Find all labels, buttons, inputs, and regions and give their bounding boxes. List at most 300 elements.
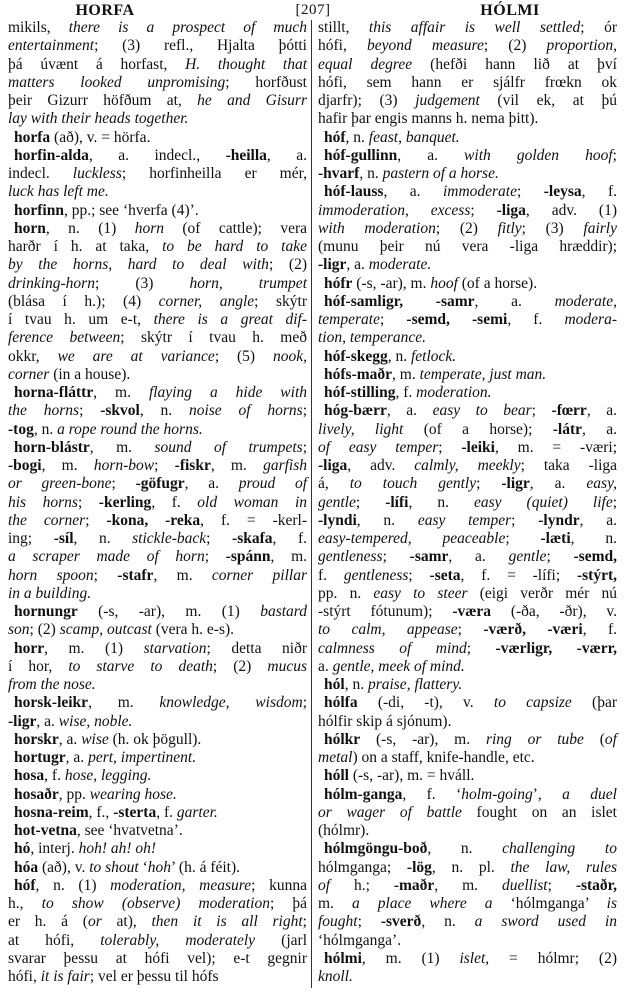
headword: hóf-lauss	[324, 183, 384, 201]
definition-text: wearing hose.	[89, 785, 177, 803]
dictionary-line	[8, 74, 307, 92]
text: djarfr); (3)	[318, 92, 416, 109]
text: ing;	[8, 530, 54, 547]
definition-text: entertainment	[8, 37, 95, 55]
definition-text: easy to bear	[432, 402, 532, 420]
text: ;	[302, 402, 308, 420]
text: , a.	[474, 292, 555, 310]
definition-text: garfish	[263, 457, 307, 474]
definition-text: immoderate	[442, 183, 517, 201]
headword: -ligr	[501, 475, 530, 493]
definition-text: fairly	[583, 219, 617, 237]
text: (vil ek, at þú	[479, 92, 618, 109]
dictionary-line	[318, 603, 617, 621]
definition-text: wise, noble.	[58, 712, 133, 730]
dictionary-line	[318, 713, 617, 731]
definition-text: moderate,	[554, 292, 617, 310]
definition-text: a duel	[562, 785, 617, 803]
dictionary-line	[318, 421, 617, 439]
headword: hot-vetna	[14, 822, 77, 839]
text: , n.	[408, 493, 474, 511]
text: , m.	[88, 694, 160, 712]
text: ; kunna	[251, 876, 307, 894]
text: á,	[318, 475, 350, 493]
definition-text: he and Gisurr	[197, 92, 307, 109]
dictionary-line	[8, 932, 307, 950]
text: (að), v.	[38, 858, 90, 876]
definition-text: challenging to	[502, 840, 617, 858]
dictionary-line	[8, 603, 307, 621]
dictionary-line	[318, 567, 617, 585]
text: ; (2)	[435, 219, 498, 237]
definition-text: of easy temper	[318, 438, 439, 456]
text: harðr í h. at taka,	[8, 238, 163, 255]
headword: horn	[14, 219, 46, 237]
dictionary-line	[318, 329, 617, 347]
text: ; horfðust	[225, 73, 307, 91]
text: , f.	[395, 384, 417, 401]
headword: hóf-skegg	[324, 347, 388, 365]
text: , f.,	[88, 803, 114, 821]
dictionary-line	[318, 786, 617, 804]
dictionary-line	[8, 275, 307, 293]
text: ; (5)	[214, 347, 273, 365]
dictionary-line	[8, 256, 307, 274]
dictionary-line	[318, 749, 617, 767]
text: (of cattle); vera	[163, 219, 307, 237]
definition-text: a scraper made of horn	[8, 548, 205, 566]
text: , a.	[579, 511, 617, 529]
left-column	[8, 19, 307, 986]
text: ’,	[532, 785, 563, 803]
headword: -kona, -reka	[106, 511, 201, 529]
text: , f.	[582, 621, 617, 639]
definition-text: hoh	[147, 858, 172, 876]
headword: -bogi	[8, 457, 42, 474]
text: , n.	[387, 347, 411, 365]
dictionary-line	[8, 895, 307, 913]
dictionary-line	[8, 348, 307, 366]
text: (hólmr).	[318, 822, 370, 839]
dictionary-line	[318, 658, 617, 676]
headword: hóf-stilling	[324, 384, 396, 401]
headword: hornungr	[14, 603, 78, 620]
text: , f.	[44, 767, 65, 785]
definition-text: scamp, outcast	[59, 621, 152, 639]
definition-text: fitly	[497, 219, 522, 237]
text: ;	[79, 402, 101, 420]
text: (-s, -ar), m. (1)	[77, 603, 261, 620]
headword: horr	[14, 639, 45, 657]
dictionary-line	[8, 913, 307, 931]
dictionary-line	[8, 402, 307, 420]
definition-text: noise of horns	[188, 402, 303, 420]
text: , m. (1)	[44, 639, 144, 657]
text: ;	[357, 913, 381, 931]
text: , = hólmr; (2)	[485, 949, 617, 967]
text: , n.	[427, 840, 503, 858]
definition-text: or	[87, 913, 102, 931]
text: ;	[111, 475, 136, 493]
definition-text: bastard	[260, 603, 307, 620]
text: ;	[466, 639, 496, 657]
headword: -skafa	[232, 530, 273, 547]
definition-text: hose, legging.	[64, 767, 152, 785]
text: (-s, -ar), m.	[360, 730, 486, 748]
definition-text: horn	[134, 219, 164, 237]
text: ; (2)	[29, 621, 60, 639]
text: (-di, -t), v.	[357, 694, 494, 712]
headword: -samr	[409, 548, 449, 566]
dictionary-line	[8, 37, 307, 55]
text: (of a horse);	[403, 420, 553, 438]
headword: -seta	[429, 566, 461, 584]
headword: hóf	[324, 128, 346, 146]
dictionary-line	[318, 731, 617, 749]
definition-text: moderate.	[368, 256, 432, 274]
headword: -stýrt,	[576, 566, 617, 584]
text: mikils,	[8, 19, 69, 36]
text: -stýrt fótunum);	[318, 603, 453, 620]
right-guide-word: HÓLMI	[480, 2, 540, 19]
text: , m.	[270, 548, 307, 566]
dictionary-line	[318, 950, 617, 968]
definition-text: moderation, measure	[110, 876, 252, 894]
definition-text: luckless	[72, 165, 122, 182]
definition-text: moderation.	[416, 384, 492, 401]
dictionary-line	[318, 19, 617, 37]
headword: -væra	[452, 603, 492, 620]
text: , a.	[266, 146, 307, 164]
definition-text: gentle	[508, 548, 547, 566]
definition-text: knoll.	[318, 968, 353, 985]
headword: -göfugr	[135, 475, 185, 493]
definition-text: gentleness	[343, 566, 409, 584]
dictionary-line	[8, 494, 307, 512]
definition-text: to be hard to take	[162, 238, 307, 255]
text: ;	[476, 475, 502, 493]
dictionary-line	[318, 494, 617, 512]
headword: hólkr	[324, 730, 361, 748]
headword: hosaðr	[14, 785, 59, 803]
headword: horsk-leikr	[14, 694, 89, 712]
definition-text: old woman in	[197, 493, 307, 511]
definition-text: immoderation, excess	[318, 201, 471, 219]
definition-text: praise, flattery.	[367, 676, 463, 693]
text: ;	[505, 530, 541, 547]
dictionary-line	[8, 147, 307, 165]
text: , f.	[156, 803, 177, 821]
definition-text: matters looked unpromising	[8, 73, 226, 91]
headword: hólm-ganga	[324, 785, 403, 803]
text: , f.	[507, 311, 565, 328]
definition-text: in a building.	[8, 584, 92, 602]
text: (-ða, -ðr), v.	[491, 603, 617, 620]
definition-text: to shout	[89, 858, 139, 876]
headword: horfa	[14, 128, 51, 146]
text: , n.	[139, 402, 189, 420]
headword: horfin-alda	[14, 146, 89, 164]
text: , m.	[392, 365, 420, 383]
text: (jarl	[255, 931, 307, 949]
dictionary-line	[318, 457, 617, 475]
dictionary-line	[318, 293, 617, 311]
definition-text: there is a prospect of much	[68, 19, 307, 36]
headword: -heilla	[225, 146, 267, 164]
headword: hóg-bærr	[324, 402, 387, 420]
dictionary-line	[8, 640, 307, 658]
definition-text: a sword used in	[474, 913, 617, 931]
text: ‘hólmganga’.	[318, 931, 402, 949]
dictionary-line	[318, 147, 617, 165]
definition-text: proud of	[238, 475, 307, 493]
text: , n.	[73, 530, 133, 547]
text: indecl.	[8, 165, 73, 182]
headword: -maðr	[393, 876, 435, 894]
dictionary-line	[318, 129, 617, 147]
dictionary-line	[318, 859, 617, 877]
text: , m. = -væri;	[494, 438, 617, 456]
headword: -sterta	[113, 803, 157, 821]
definition-text: H. thought that	[185, 55, 307, 73]
definition-text: lay with their heads together.	[8, 110, 189, 128]
dictionary-line	[8, 439, 307, 457]
headword: hóll	[324, 767, 349, 785]
text: (að), v. = hörfa.	[50, 128, 151, 146]
text: , a.	[65, 749, 89, 766]
definition-text: drinking-horn	[8, 274, 95, 292]
text: ; (2)	[212, 657, 268, 675]
text: , n. (1)	[45, 219, 135, 237]
headword: -sverð	[380, 913, 422, 931]
text: ;	[546, 548, 574, 566]
text: ;	[302, 438, 308, 456]
dictionary-line	[8, 366, 307, 384]
text: , f.	[272, 530, 307, 547]
text: , n.	[570, 530, 618, 547]
dictionary-line	[8, 968, 307, 986]
definition-text: gentle, meek of mind.	[332, 657, 465, 675]
text: (-s, -ar), m. = hváll.	[348, 767, 475, 785]
definition-text: starvation	[143, 639, 207, 657]
dictionary-line	[318, 512, 617, 530]
text: , n.	[359, 165, 383, 182]
text: , m.	[89, 438, 155, 456]
text: , n.	[356, 511, 418, 529]
text: , a.	[386, 402, 433, 420]
headword: -lög	[406, 858, 432, 876]
definition-text: gentleness	[318, 548, 383, 566]
dictionary-line	[318, 530, 617, 548]
definition-text: to starve to death	[68, 657, 213, 675]
dictionary-line	[8, 530, 307, 548]
text: ;	[517, 183, 544, 201]
text: h.;	[330, 876, 394, 894]
dictionary-line	[8, 859, 307, 877]
text: í tvau h. um e-t,	[8, 311, 154, 328]
text: , n.	[345, 128, 369, 146]
text: ; horfinheilla er mér,	[121, 165, 307, 182]
text: , m.	[93, 384, 149, 401]
headword: hóf	[14, 876, 36, 894]
text: m.	[318, 895, 352, 912]
definition-text: calmness of mind	[318, 639, 467, 657]
definition-text: easy-tempered, peaceable	[318, 530, 506, 547]
headword: -semd, -semi	[406, 311, 508, 328]
headword: hól	[324, 676, 345, 693]
dictionary-line	[318, 238, 617, 256]
text: ; (3) refl., Hjalta þótti	[94, 37, 307, 55]
definition-text: feast, banquet.	[368, 128, 460, 146]
definition-text: easy temper	[417, 511, 512, 529]
headword: -hvarf	[318, 165, 360, 182]
text: ;	[355, 493, 386, 511]
text: , n. (1)	[35, 876, 111, 894]
dictionary-line	[8, 92, 307, 110]
text: , interj.	[30, 840, 79, 858]
text: , a.	[346, 256, 369, 274]
text: ;	[77, 493, 99, 511]
dictionary-line	[318, 183, 617, 201]
dictionary-line	[8, 786, 307, 804]
dictionary-line	[318, 475, 617, 493]
definition-text: duellist	[501, 876, 548, 894]
headword: -síl	[53, 530, 74, 547]
text: , a.	[586, 402, 617, 420]
text: , f. ‘	[402, 785, 462, 803]
definition-text: easy,	[586, 475, 617, 493]
dictionary-line	[318, 402, 617, 420]
definition-text: then it is all right	[151, 913, 303, 931]
headword: -værð, -væri	[483, 621, 583, 639]
definition-text: or green-bone	[8, 475, 112, 493]
text: ;	[154, 457, 175, 474]
definition-text: hoof	[430, 274, 458, 292]
dictionary-line	[318, 275, 617, 293]
dictionary-line	[8, 329, 307, 347]
headword: hosa	[14, 767, 45, 785]
dictionary-line	[8, 567, 307, 585]
definition-text: temperate, just man.	[419, 365, 547, 383]
dictionary-line	[8, 19, 307, 37]
dictionary-line	[8, 658, 307, 676]
dictionary-line	[8, 311, 307, 329]
text: (in a house).	[49, 365, 131, 383]
dictionary-line	[8, 202, 307, 220]
definition-text: metal	[318, 749, 353, 766]
definition-text: of	[604, 730, 617, 748]
text: svarar þessu at hófi vel); e-t gegnir	[8, 949, 307, 967]
dictionary-line	[8, 621, 307, 639]
headword: -tog	[8, 420, 34, 438]
dictionary-line	[318, 74, 617, 92]
text: , a.	[383, 183, 443, 201]
definition-text: nook,	[272, 347, 307, 365]
text: ; (2)	[268, 256, 307, 274]
text: , n.	[421, 913, 475, 931]
definition-text: holm-going	[461, 785, 533, 803]
definition-text: fought	[318, 913, 358, 931]
text: í hor,	[8, 657, 69, 675]
text: , a.	[397, 146, 465, 164]
definition-text: garter.	[176, 803, 218, 821]
headword: -fiskr	[174, 457, 211, 474]
definition-text: with golden hoof	[464, 146, 613, 164]
text: (-s, -ar), m.	[352, 274, 431, 292]
dictionary-line	[318, 366, 617, 384]
definition-text: or wager of battle	[318, 803, 462, 821]
text: , f.	[581, 183, 617, 201]
headword: horna-fláttr	[14, 384, 94, 401]
left-guide-word: HORFA	[75, 2, 135, 19]
text: ;	[511, 511, 539, 529]
text: , m. (1)	[361, 949, 460, 967]
text: (vera h. e-s).	[151, 621, 235, 639]
text: ;	[302, 694, 307, 712]
text: (h. ok þögull).	[108, 730, 202, 748]
text: ; (3)	[521, 219, 584, 237]
text: , f. = -lífi;	[460, 566, 577, 584]
text: ;	[93, 566, 118, 584]
definition-text: knowledge, wisdom	[159, 694, 303, 712]
page-number: [207]	[295, 2, 331, 18]
text: (þar	[571, 694, 617, 712]
text: ’ (h. á féit).	[171, 858, 241, 876]
text: , m.	[210, 457, 264, 474]
text: , a. indecl.,	[88, 146, 226, 164]
dictionary-line	[318, 621, 617, 639]
dictionary-line	[8, 220, 307, 238]
definition-text: temperate	[318, 311, 380, 328]
definition-text: to show (observe) moderation	[41, 895, 270, 912]
text: ;	[379, 311, 407, 328]
headword: -lyndi	[318, 511, 357, 529]
headword: -læti	[540, 530, 571, 547]
text: , a.	[582, 420, 617, 438]
definition-text: calmly, meekly	[414, 457, 521, 474]
text: ;	[612, 146, 617, 164]
headword: -ligr	[318, 256, 347, 274]
definition-text: equal degree	[318, 55, 413, 73]
text: ;	[531, 402, 552, 420]
headword: hóa	[14, 858, 39, 876]
dictionary-line	[318, 256, 617, 274]
headword: -spánn	[225, 548, 271, 566]
definition-text: to capsize	[493, 694, 572, 712]
headword: hóf-gullinn	[324, 146, 398, 164]
headword: -semd,	[573, 548, 617, 566]
definition-text: corner, angle	[158, 292, 255, 310]
text: þá úvænt á horfast,	[8, 55, 186, 73]
text: hólmganga;	[318, 858, 407, 876]
text: ; detta niðr	[206, 639, 307, 657]
definition-text: flaying a hide with	[148, 384, 308, 401]
dictionary-line	[318, 913, 617, 931]
dictionary-line	[318, 384, 617, 402]
definition-text: gentle	[318, 493, 356, 511]
text: ; skýtr	[254, 292, 307, 310]
definition-text: to calm, appease	[318, 621, 458, 639]
text: ;	[204, 548, 226, 566]
dictionary-line	[8, 767, 307, 785]
dictionary-line	[8, 585, 307, 603]
text: ;	[457, 621, 484, 639]
headword: -stafr	[117, 566, 154, 584]
text: (munu þeir nú vera -liga hræddir);	[318, 238, 617, 255]
definition-text: is	[606, 895, 618, 912]
text: (	[583, 730, 605, 748]
text: (blása í h.); (4)	[8, 292, 159, 310]
